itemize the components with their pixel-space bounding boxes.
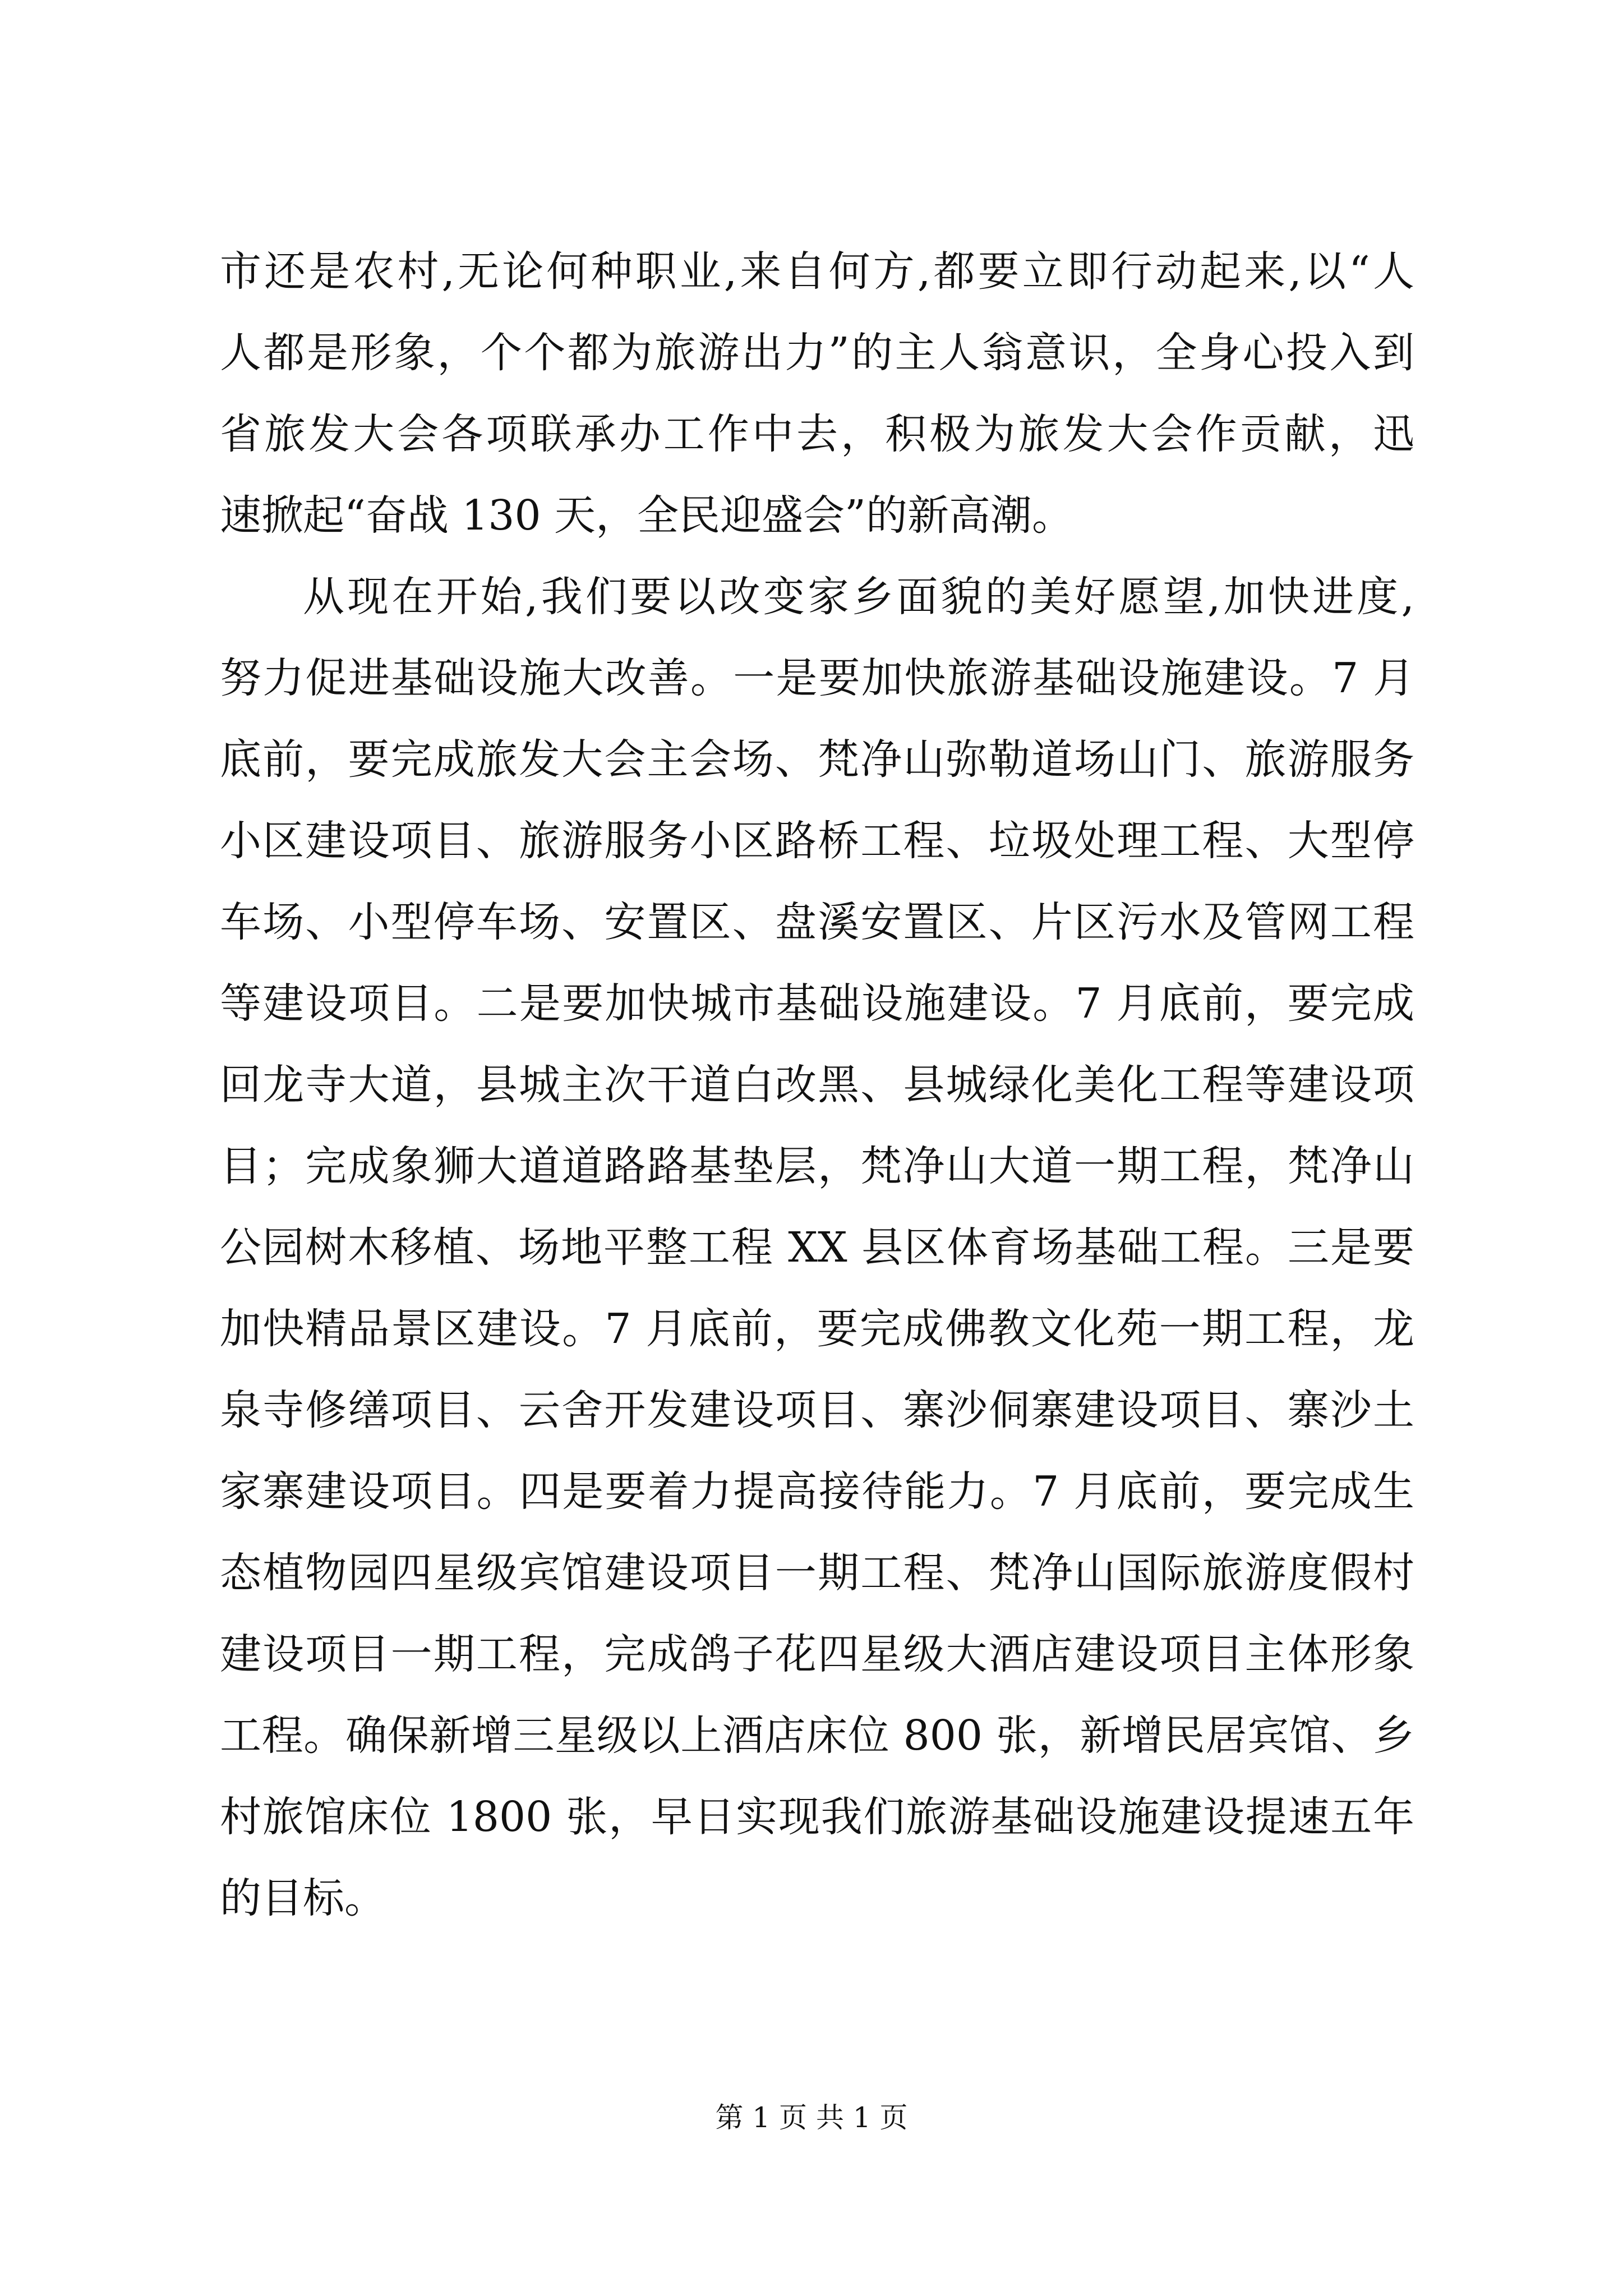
paragraph-1-line-3: 省旅发大会各项联承办工作中去，积极为旅发大会作贡献，迅 [220,410,1414,458]
paragraph-2-line-17: 的目标。 [220,1874,386,1922]
paragraph-2-line-5: 车场、小型停车场、安置区、盘溪安置区、片区污水及管网工程 [220,898,1414,946]
paragraph-2-line-4: 小区建设项目、旅游服务小区路桥工程、垃圾处理工程、大型停 [220,817,1414,865]
paragraph-2-line-10: 加快精品景区建设。7 月底前，要完成佛教文化苑一期工程，龙 [220,1305,1414,1353]
paragraph-2-line-13: 态植物园四星级宾馆建设项目一期工程、梵净山国际旅游度假村 [220,1549,1414,1597]
paragraph-2-line-15: 工程。确保新增三星级以上酒店床位 800 张，新增民居宾馆、乡 [220,1711,1414,1760]
paragraph-2-line-16: 村旅馆床位 1800 张，早日实现我们旅游基础设施建设提速五年 [220,1793,1414,1841]
paragraph-2-line-8: 目；完成象狮大道道路路基垫层，梵净山大道一期工程，梵净山 [220,1142,1414,1190]
page-number-label: 第 1 页 共 1 页 [715,2101,908,2134]
paragraph-2-line-9: 公园树木移植、场地平整工程 XX 县区体育场基础工程。三是要 [220,1223,1414,1272]
document-body [220,231,1414,1939]
paragraph-2-line-2: 努力促进基础设施大改善。一是要加快旅游基础设施建设。7 月 [220,654,1414,702]
paragraph-2-line-14: 建设项目一期工程，完成鸽子花四星级大酒店建设项目主体形象 [220,1630,1414,1678]
paragraph-2-line-11: 泉寺修缮项目、云舍开发建设项目、寨沙侗寨建设项目、寨沙土 [220,1386,1414,1434]
page-footer [0,2098,1623,2137]
paragraph-1-line-2: 人都是形象，个个都为旅游出力”的主人翁意识，全身心投入到 [220,329,1414,377]
paragraph-2-line-7: 回龙寺大道，县城主次干道白改黑、县城绿化美化工程等建设项 [220,1061,1414,1109]
paragraph-2-line-3: 底前，要完成旅发大会主会场、梵净山弥勒道场山门、旅游服务 [220,735,1414,784]
paragraph-1-line-1: 市还是农村,无论何种职业,来自何方,都要立即行动起来,以“人 [220,247,1414,296]
paragraph-2-line-12: 家寨建设项目。四是要着力提高接待能力。7 月底前，要完成生 [220,1467,1414,1516]
paragraph-1-line-4: 速掀起“奋战 130 天，全民迎盛会”的新高潮。 [220,491,1073,540]
paragraph-2-line-6: 等建设项目。二是要加快城市基础设施建设。7 月底前，要完成 [220,979,1414,1028]
paragraph-2-line-1: 从现在开始,我们要以改变家乡面貌的美好愿望,加快进度, [303,573,1414,621]
